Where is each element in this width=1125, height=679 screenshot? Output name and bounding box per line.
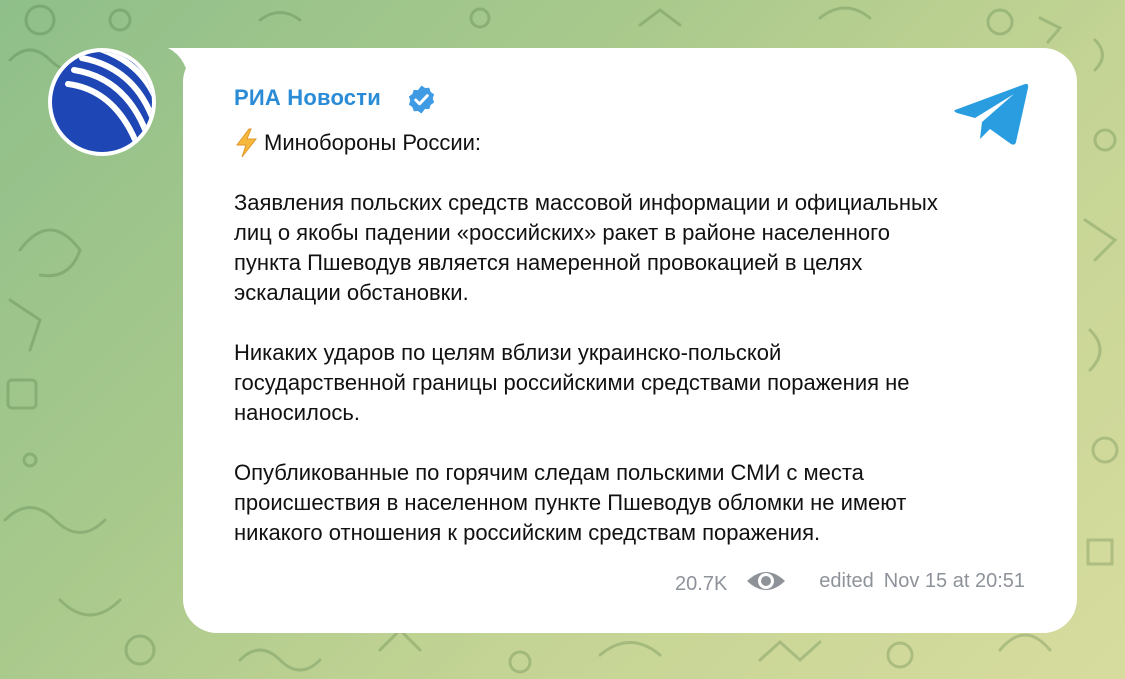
paragraph-line: лиц о якобы падении «российских» ракет в районе населенного bbox=[234, 220, 890, 245]
post-paragraph bbox=[234, 458, 1034, 548]
post-timestamp[interactable]: Nov 15 at 20:51 bbox=[883, 569, 1025, 592]
post-paragraph bbox=[234, 188, 1034, 308]
paragraph-line: Никаких ударов по целям вблизи украинско-польской bbox=[234, 340, 782, 365]
paragraph-line: государственной границы российскими средствами поражения не bbox=[234, 370, 910, 395]
paragraph-line: пункта Пшеводув является намеренной провокацией в целях bbox=[234, 250, 863, 275]
post-text bbox=[234, 128, 1034, 548]
paragraph-line: никакого отношения к российским средствам поражения. bbox=[234, 520, 821, 545]
post-paragraph bbox=[234, 338, 1034, 428]
lightning-bolt-icon bbox=[234, 128, 260, 158]
view-count: 20.7K bbox=[675, 572, 728, 595]
verified-badge-icon bbox=[406, 84, 437, 115]
paragraph-line: Опубликованные по горячим следам польскими СМИ с места bbox=[234, 460, 864, 485]
paragraph-line: наносилось. bbox=[234, 400, 360, 425]
message-bubble bbox=[183, 48, 1077, 633]
edited-label: edited bbox=[819, 569, 874, 592]
post-lead bbox=[234, 128, 1034, 158]
post-meta bbox=[675, 566, 1025, 596]
post-header bbox=[234, 80, 437, 115]
paragraph-line: происшествия в населенном пункте Пшеводув обломки не имеют bbox=[234, 490, 907, 515]
ria-globe-logo-icon bbox=[50, 50, 154, 154]
paragraph-line: Заявления польских средств массовой информации и официальных bbox=[234, 190, 938, 215]
channel-avatar[interactable] bbox=[48, 48, 156, 156]
channel-name[interactable]: РИА Новости bbox=[234, 84, 381, 110]
paragraph-line: эскалации обстановки. bbox=[234, 280, 469, 305]
eye-icon bbox=[745, 566, 787, 596]
post-lead-text: Минобороны России: bbox=[264, 130, 482, 155]
